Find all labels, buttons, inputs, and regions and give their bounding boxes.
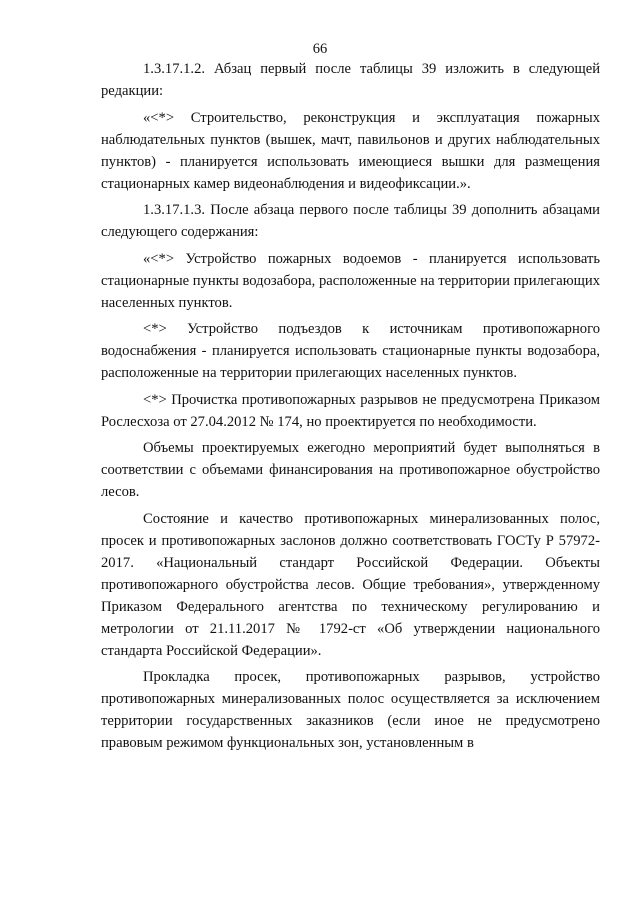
paragraph-annual-volumes: Объемы проектируемых ежегодно мероприятий будет выполняться в соответствии с объемами финансирования на противопожарное обустройство лесов. [101, 440, 600, 500]
page-number: 66 [312, 41, 328, 57]
document-body [101, 58, 600, 759]
paragraph-clearing-exceptions: Прокладка просек, противопожарных разрывов, устройство противопожарных минерализованных полос осуществляется за исключением территории государственных заказников (если иное не предусмотрено правовым режимом функциональных зон, установленным в [101, 669, 600, 751]
paragraph-quote-access-roads: <*> Устройство подъездов к источникам противопожарного водоснабжения - планируется использовать стационарные пункты водозабора, расположенные на территории прилегающих населенных пунктов. [101, 321, 600, 381]
paragraph-quote-fire-breaks: <*> Прочистка противопожарных разрывов не предусмотрена Приказом Рослесхоза от 27.04.2012 № 174, но проектируется по необходимости. [101, 391, 600, 430]
paragraph-quote-fire-reservoirs: «<*> Устройство пожарных водоемов - планируется использовать стационарные пункты водозабора, расположенные на территории прилегающих населенных пунктов. [101, 250, 600, 311]
paragraph-quote-observation-points: «<*> Строительство, реконструкция и эксплуатация пожарных наблюдательных пунктов (вышек, мачт, павильонов и других наблюдательных пунктов) - планируется использовать имеющиеся вышки для размещения стационарных камер видеонаблюдения и видеофиксации.». [101, 109, 600, 192]
paragraph-amendment-1-3-17-1-3: 1.3.17.1.3. После абзаца первого после таблицы 39 дополнить абзацами следующего содержания: [101, 202, 600, 240]
paragraph-gost-requirements: Состояние и качество противопожарных минерализованных полос, просек и противопожарных заслонов должно соответствовать ГОСТу Р 57972-2017. «Национальный стандарт Российской Федерации. Объекты противопожарного обустройства лесов. Общие требования», утвержденному Приказом Федерального агентства по техническому регулированию и метрологии от 21.11.2017 № 1792-ст «Об утверждении национального стандарта Российской Федерации». [101, 510, 600, 659]
paragraph-amendment-1-3-17-1-2: 1.3.17.1.2. Абзац первый после таблицы 39 изложить в следующей редакции: [101, 61, 600, 99]
